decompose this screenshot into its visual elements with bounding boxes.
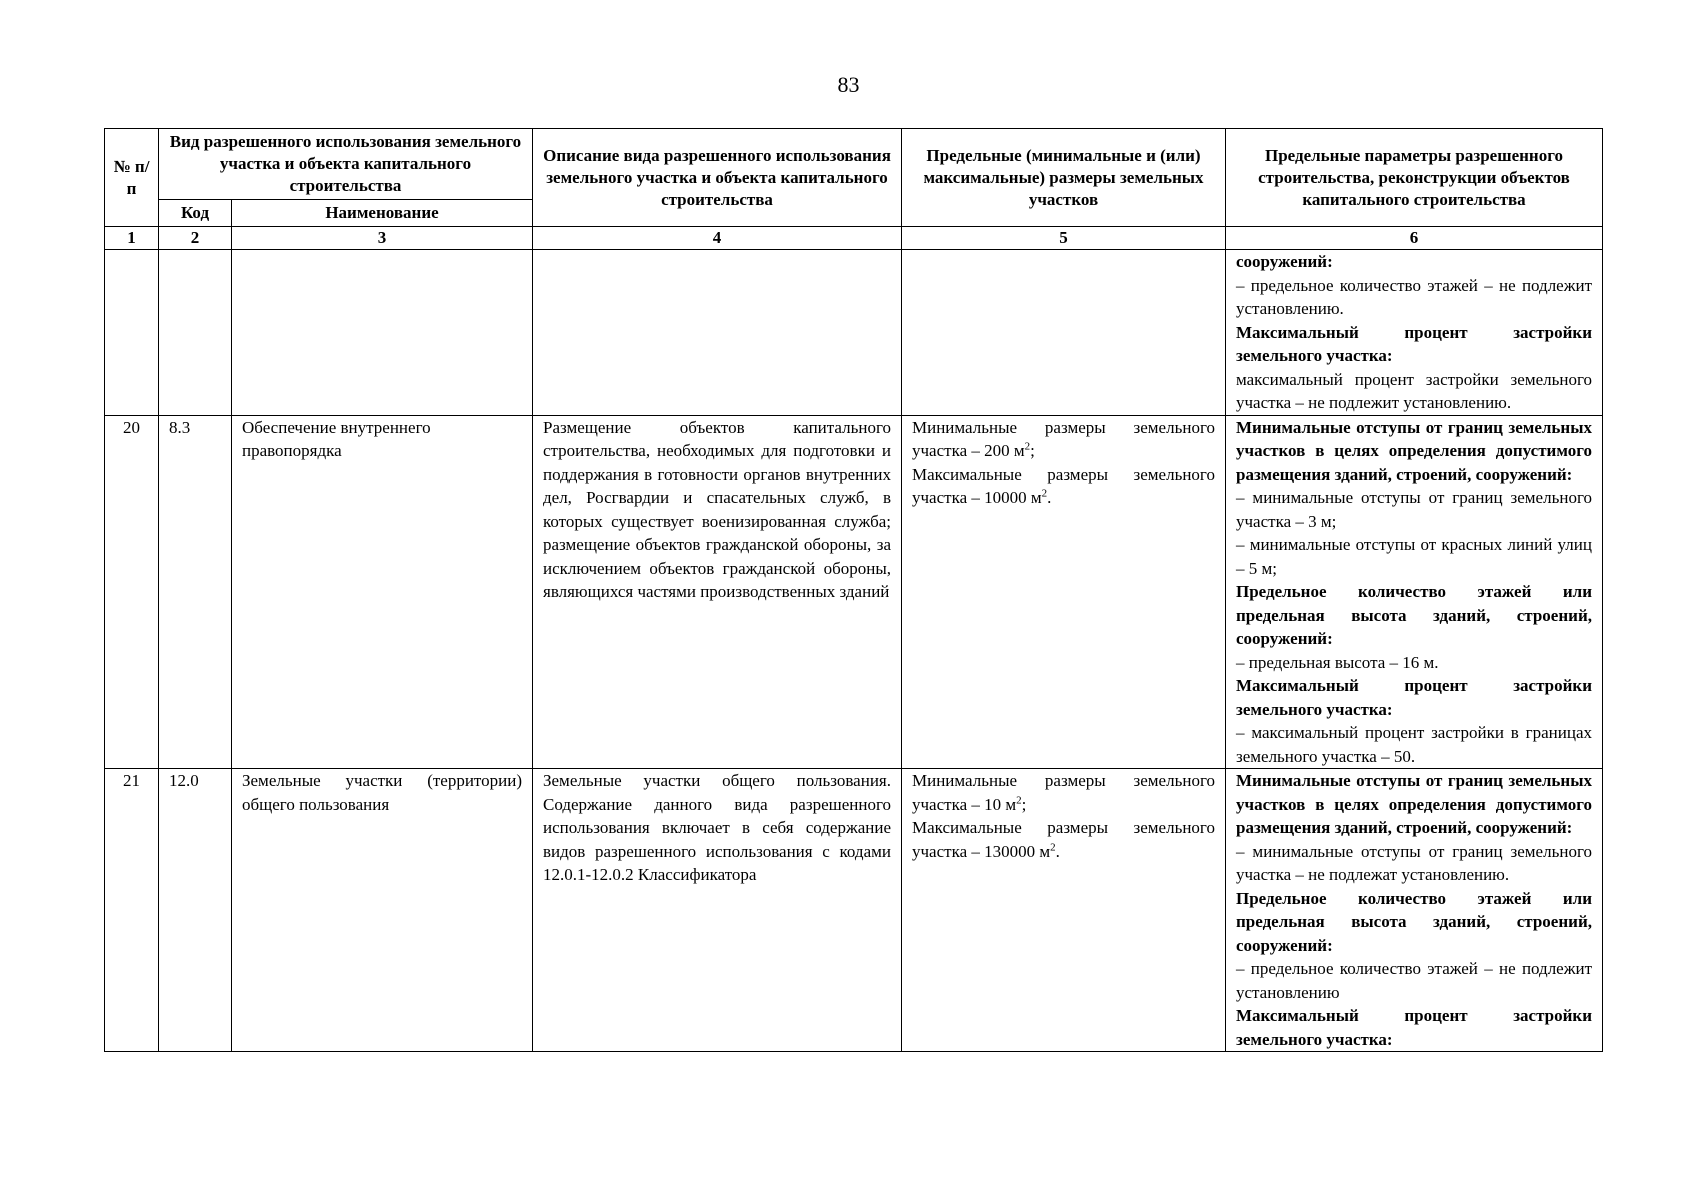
params-line: – минимальные отступы от границ земельного участка – не подлежат установлению.: [1236, 841, 1592, 884]
params-line: Максимальный процент застройки земельного участка:: [1236, 1006, 1592, 1049]
header-sizes: Предельные (минимальные и (или) максимальные) размеры земельных участков: [902, 129, 1226, 227]
params-line: Максимальный процент застройки земельного участка:: [1236, 676, 1592, 719]
params-line: – минимальные отступы от границ земельного участка – 3 м;: [1236, 488, 1592, 531]
params-line: – минимальные отступы от красных линий улиц – 5 м;: [1236, 535, 1592, 578]
header-params: Предельные параметры разрешенного строительства, реконструкции объектов капитального строительства: [1226, 129, 1603, 227]
params-cell: [1226, 769, 1603, 1052]
row-number: 20: [105, 415, 159, 769]
header-code: Код: [159, 200, 232, 227]
table-row: [105, 415, 1603, 769]
params-line: Предельное количество этажей или предельная высота зданий, строений, сооружений:: [1236, 888, 1592, 955]
column-number: 3: [232, 227, 533, 250]
row-code: 8.3: [159, 415, 232, 769]
header-type-group: Вид разрешенного использования земельного участка и объекта капитального строительства: [159, 129, 533, 200]
row-sizes: [902, 769, 1226, 1052]
page-number: 83: [837, 72, 860, 97]
row-sizes: [902, 415, 1226, 769]
params-line: Предельное количество этажей или предельная высота зданий, строений, сооружений:: [1236, 582, 1592, 648]
column-number: 1: [105, 227, 159, 250]
params-line: Минимальные отступы от границ земельных участков в целях определения допустимого размещения зданий, строений, сооружений:: [1236, 771, 1592, 837]
row-description: Земельные участки общего пользования. Содержание данного вида разрешенного использования включает в себя содержание видов разрешенного использования с кодами 12.0.1-12.0.2 Классификатора: [533, 769, 902, 1052]
size-line: Минимальные размеры земельного участка – 200 $м^2$;: [912, 417, 1215, 460]
header-num: № п/п: [105, 129, 159, 227]
row-number: 21: [105, 769, 159, 1052]
size-line: Минимальные размеры земельного участка – 10 $м^2$;: [912, 771, 1215, 814]
params-line: Минимальные отступы от границ земельных участков в целях определения допустимого размещения зданий, строений, сооружений:: [1236, 417, 1592, 484]
column-number: 6: [1226, 227, 1603, 250]
table-row-continuation: [105, 250, 1603, 416]
row-description: Размещение объектов капитального строительства, необходимых для подготовки и поддержания в готовности органов внутренних дел, Росгвардии и спасательных служб, в которых существует военизированная служба; размещение объектов гражданской обороны, за исключением объектов гражданской обороны, являющихся частями производственных зданий: [533, 415, 902, 769]
row-name: Земельные участки (территории) общего пользования: [232, 769, 533, 1052]
column-number: 2: [159, 227, 232, 250]
params-line: – предельное количество этажей – не подлежит установлению.: [1236, 275, 1592, 318]
params-cell: [1226, 415, 1603, 769]
params-line: – предельное количество этажей – не подлежит установлению: [1236, 959, 1592, 1002]
header-description: Описание вида разрешенного использования земельного участка и объекта капитального строительства: [533, 129, 902, 227]
row-code: 12.0: [159, 769, 232, 1052]
zoning-table: [104, 128, 1603, 1052]
size-line: Максимальные размеры земельного участка – 130000 $м^2$.: [912, 818, 1215, 861]
column-number: 5: [902, 227, 1226, 250]
row-name: Обеспечение внутреннего правопорядка: [232, 415, 533, 769]
column-number: 4: [533, 227, 902, 250]
params-line: сооружений:: [1236, 252, 1333, 271]
params-line: – предельная высота – 16 м.: [1236, 652, 1439, 672]
params-cell: [1226, 250, 1603, 416]
header-name: Наименование: [232, 200, 533, 227]
column-numbers-row: [105, 227, 1603, 250]
params-line: максимальный процент застройки земельного участка – не подлежит установлению.: [1236, 369, 1592, 412]
table-row: [105, 769, 1603, 1052]
params-line: – максимальный процент застройки в границах земельного участка – 50.: [1236, 723, 1592, 766]
size-line: Максимальные размеры земельного участка – 10000 $м^2$.: [912, 464, 1215, 507]
params-line: Максимальный процент застройки земельного участка:: [1236, 322, 1592, 365]
